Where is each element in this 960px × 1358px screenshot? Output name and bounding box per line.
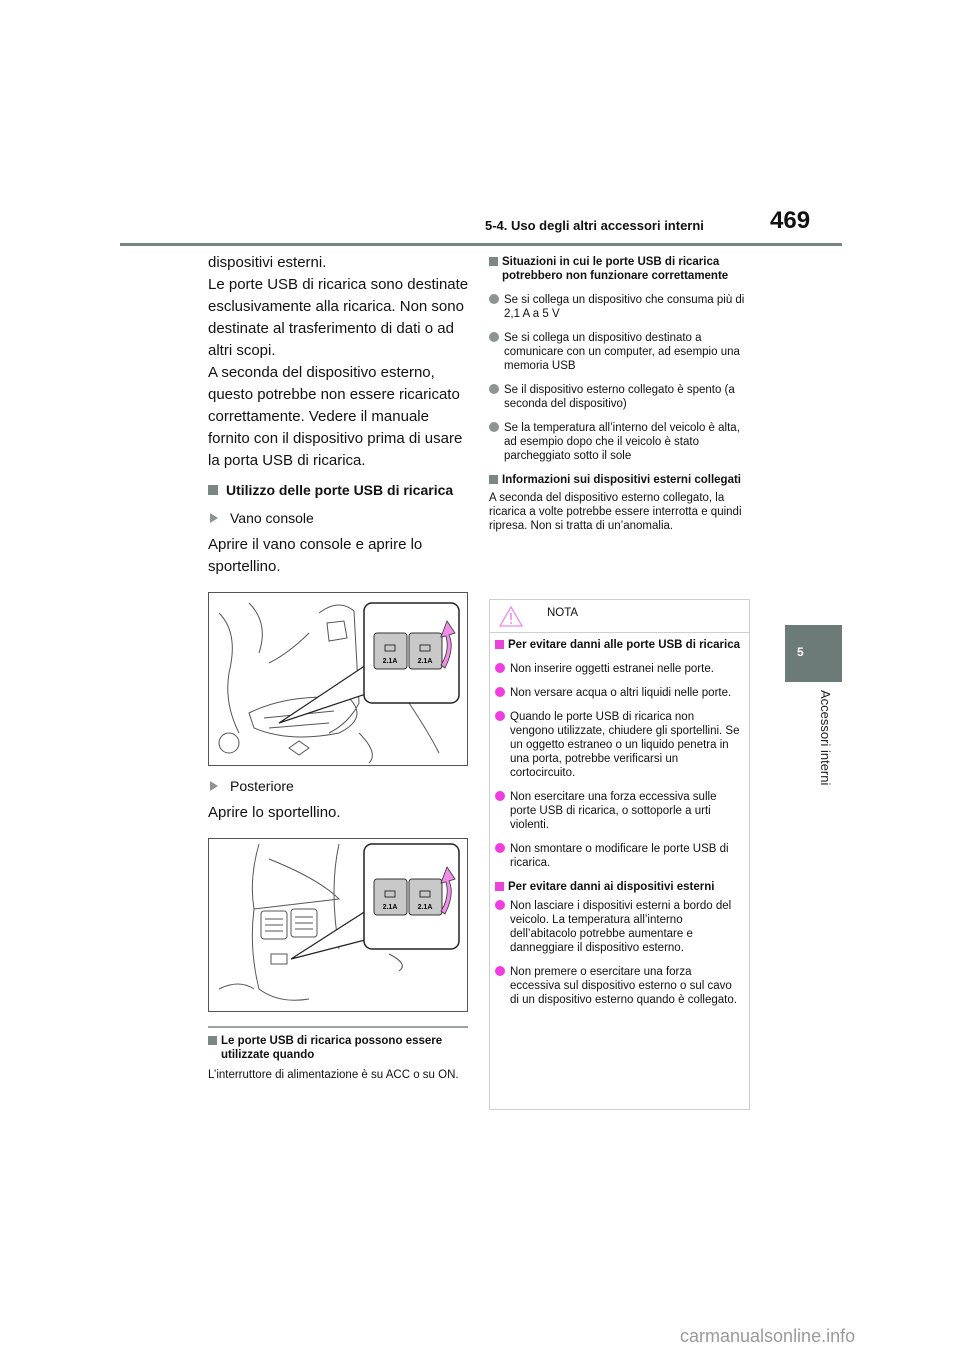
rear-subheading: Posteriore <box>208 778 470 794</box>
list-item: Non esercitare una forza eccessiva sulle porte USB di ricarica, o sottoporle a urti violenti. <box>495 790 741 832</box>
svg-text:2.1A: 2.1A <box>417 658 433 665</box>
list-item: Se si collega un dispositivo destinato a comunicare con un computer, ad esempio una memoria USB <box>489 331 751 373</box>
usage-conditions-heading: Le porte USB di ricarica possono essere utilizzate quando <box>208 1034 470 1062</box>
list-item: Non smontare o modificare le porte USB di ricarica. <box>495 842 741 870</box>
rear-usb-figure <box>208 838 468 1012</box>
intro-line-2: Le porte USB di ricarica sono destinate esclusivamente alla ricarica. Non sono destinate al trasferimento di dati o ad altri scopi. <box>208 276 469 359</box>
list-item: Non premere o esercitare una forza eccessiva sul dispositivo esterno o sul cavo di un dispositivo esterno quando è collegato. <box>495 965 741 1007</box>
list-item: Quando le porte USB di ricarica non vengono utilizzate, chiudere gli sportellini. Se un oggetto estraneo o un liquido penetra in una porta, potrebbe verificarsi un cortocircuito. <box>495 710 741 780</box>
nota-header <box>490 600 749 633</box>
circle-bullet-icon <box>495 966 505 976</box>
list-item: Non lasciare i dispositivi esterni a bordo del veicolo. La temperatura all’interno dell’abitacolo potrebbe aumentare e danneggiare il dispositivo esterno. <box>495 899 741 955</box>
circle-bullet-icon <box>489 422 499 432</box>
svg-text:2.1A: 2.1A <box>382 658 398 665</box>
rear-illustration <box>209 839 467 1011</box>
square-bullet-icon <box>495 640 504 649</box>
square-bullet-icon <box>208 485 218 495</box>
console-illustration <box>209 593 467 765</box>
usage-conditions-text: L’interruttore di alimentazione è su ACC o su ON. <box>208 1069 459 1081</box>
intro-line-1: dispositivi esterni. <box>208 254 327 271</box>
malfunction-heading: Situazioni in cui le porte USB di ricarica potrebbero non funzionare correttamente <box>489 255 751 283</box>
square-bullet-icon <box>489 475 498 484</box>
list-item: Se la temperatura all’interno del veicolo è alta, ad esempio dopo che il veicolo è stato parcheggiato sotto il sole <box>489 421 751 463</box>
section-title: 5-4. Uso degli altri accessori interni <box>485 218 704 233</box>
intro-line-3: A seconda del dispositivo esterno, questo potrebbe non essere ricaricato correttamente. Vedere il manuale fornito con il dispositivo prima di usare la porta USB di ricarica. <box>208 364 463 469</box>
list-item: Se si collega un dispositivo che consuma più di 2,1 A a 5 V <box>489 293 751 321</box>
circle-bullet-icon <box>495 711 505 721</box>
list-item: Se il dispositivo esterno collegato è spento (a seconda del dispositivo) <box>489 383 751 411</box>
nota-box <box>489 599 750 1110</box>
square-bullet-icon <box>495 882 504 891</box>
square-bullet-icon <box>208 1036 217 1045</box>
left-column <box>208 252 470 1082</box>
nota-title: NOTA <box>547 607 579 619</box>
circle-bullet-icon <box>489 384 499 394</box>
svg-text:2.1A: 2.1A <box>417 904 433 911</box>
nota-body <box>490 638 749 1007</box>
nota-heading-ports: Per evitare danni alle porte USB di ricarica <box>495 638 741 652</box>
info-text: A seconda del dispositivo esterno collegato, la ricarica a volte potrebbe essere interrotta e quindi ripresa. Non si tratta di un’anomalia. <box>489 492 742 532</box>
circle-bullet-icon <box>495 687 505 697</box>
rear-instruction: Aprire lo sportellino. <box>208 804 341 821</box>
console-instruction: Aprire il vano console e aprire lo sportellino. <box>208 536 423 575</box>
list-item: Non versare acqua o altri liquidi nelle porte. <box>495 686 741 700</box>
list-item: Non inserire oggetti estranei nelle porte. <box>495 662 741 676</box>
chapter-label: Accessori interni <box>818 690 833 786</box>
watermark: carmanualsonline.info <box>680 1326 856 1346</box>
usage-heading: Utilizzo delle porte USB di ricarica <box>208 482 470 498</box>
console-subheading: Vano console <box>208 510 470 526</box>
chapter-tab[interactable] <box>785 625 842 682</box>
circle-bullet-icon <box>489 332 499 342</box>
triangle-bullet-icon <box>210 513 218 523</box>
circle-bullet-icon <box>495 663 505 673</box>
triangle-bullet-icon <box>210 781 218 791</box>
warning-triangle-icon <box>499 606 523 627</box>
info-heading: Informazioni sui dispositivi esterni collegati <box>489 473 751 487</box>
circle-bullet-icon <box>489 294 499 304</box>
right-column <box>489 255 751 533</box>
square-bullet-icon <box>489 257 498 266</box>
console-usb-figure <box>208 592 468 766</box>
svg-text:2.1A: 2.1A <box>382 904 398 911</box>
circle-bullet-icon <box>495 900 505 910</box>
page-number: 469 <box>770 207 811 234</box>
section-divider <box>208 1026 468 1028</box>
header-divider <box>120 243 842 246</box>
circle-bullet-icon <box>495 843 505 853</box>
nota-heading-devices: Per evitare danni ai dispositivi esterni <box>495 880 741 894</box>
circle-bullet-icon <box>495 791 505 801</box>
chapter-number: 5 <box>797 645 804 659</box>
